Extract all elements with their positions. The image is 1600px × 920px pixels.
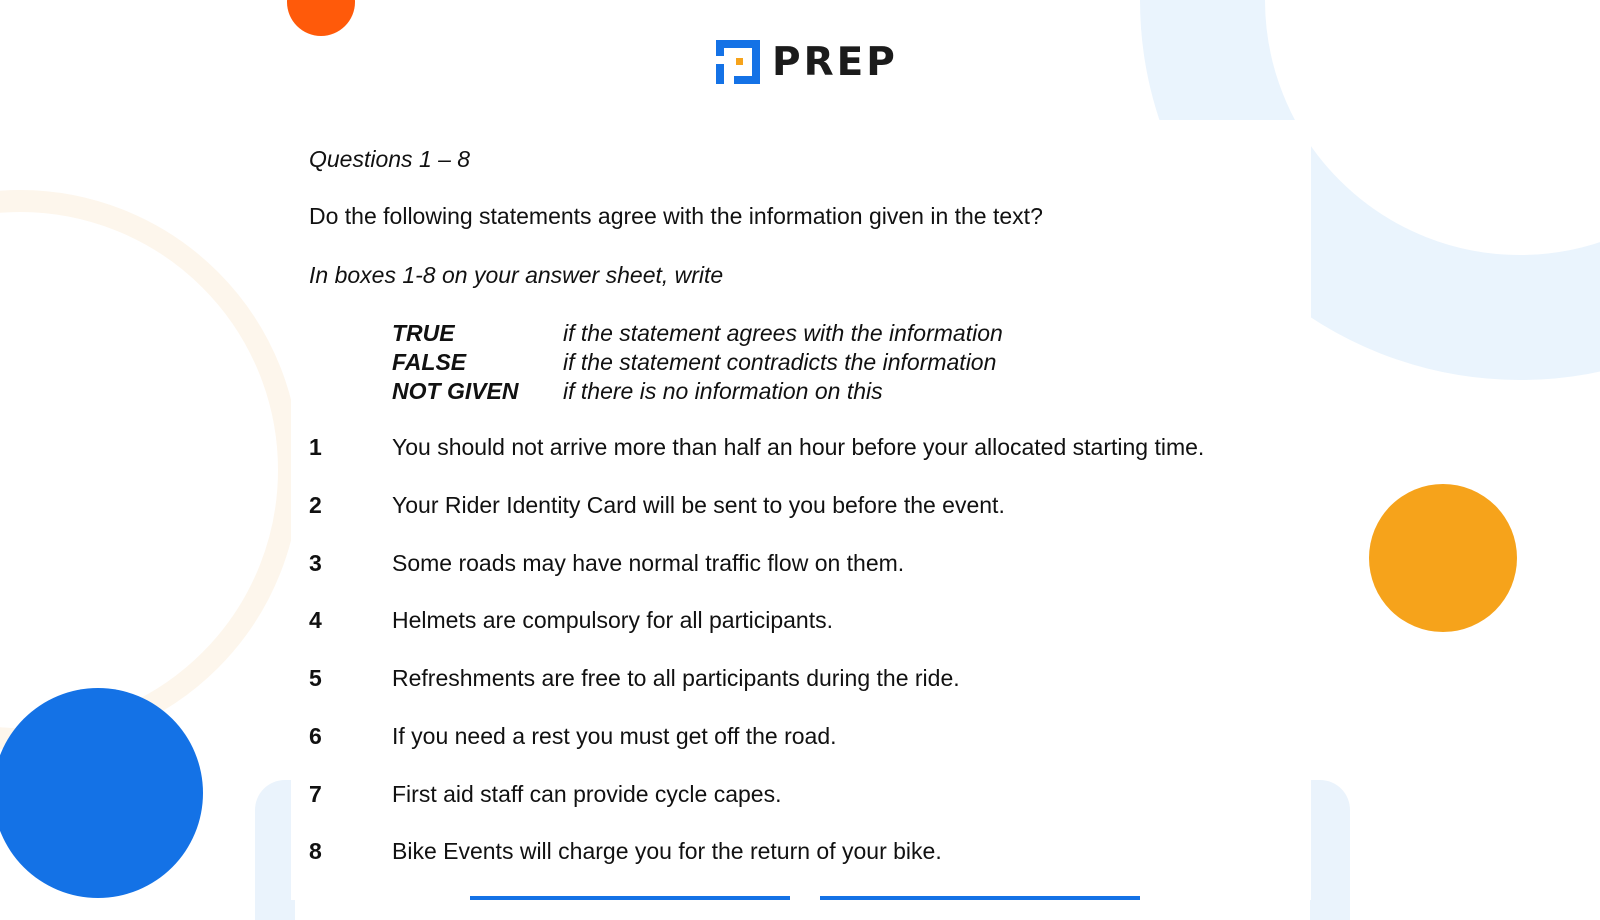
question-text: First aid staff can provide cycle capes. [392,781,782,807]
decorative-circle-right [1369,484,1517,632]
question-number: 4 [309,607,322,633]
question-text: Refreshments are free to all participants during the ride. [392,665,960,691]
instruction-text: Do the following statements agree with the information given in the text? [309,203,1043,229]
question-text: Bike Events will charge you for the return of your bike. [392,838,942,864]
decorative-ring-left [0,190,300,750]
decorative-dot-top [287,0,355,36]
option-term: TRUE [392,320,455,346]
question-text: If you need a rest you must get off the road. [392,723,837,749]
brand-name: PREP [772,39,898,85]
option-term: NOT GIVEN [392,378,519,404]
questions-heading: Questions 1 – 8 [309,146,471,172]
prep-logo-icon [712,36,764,88]
option-meaning: if the statement agrees with the information [563,320,1003,346]
question-number: 3 [309,550,322,576]
question-number: 5 [309,665,322,691]
prep-logo [712,36,898,88]
question-number: 6 [309,723,322,749]
option-meaning: if the statement contradicts the information [563,349,997,375]
question-number: 1 [309,434,322,460]
question-number: 8 [309,838,322,864]
question-number: 2 [309,492,322,518]
decorative-circle-bottom-left [0,688,203,898]
decorative-shape-bottom-left [255,780,295,920]
answer-note: In boxes 1-8 on your answer sheet, write [309,262,724,288]
option-meaning: if there is no information on this [563,378,883,404]
option-term: FALSE [392,349,467,375]
decorative-shape-bottom-right [1310,780,1350,920]
question-text: Your Rider Identity Card will be sent to you before the event. [392,492,1005,518]
question-text: You should not arrive more than half an hour before your allocated starting time. [392,434,1205,460]
question-text: Helmets are compulsory for all participants. [392,607,833,633]
question-text: Some roads may have normal traffic flow on them. [392,550,905,576]
question-number: 7 [309,781,322,807]
